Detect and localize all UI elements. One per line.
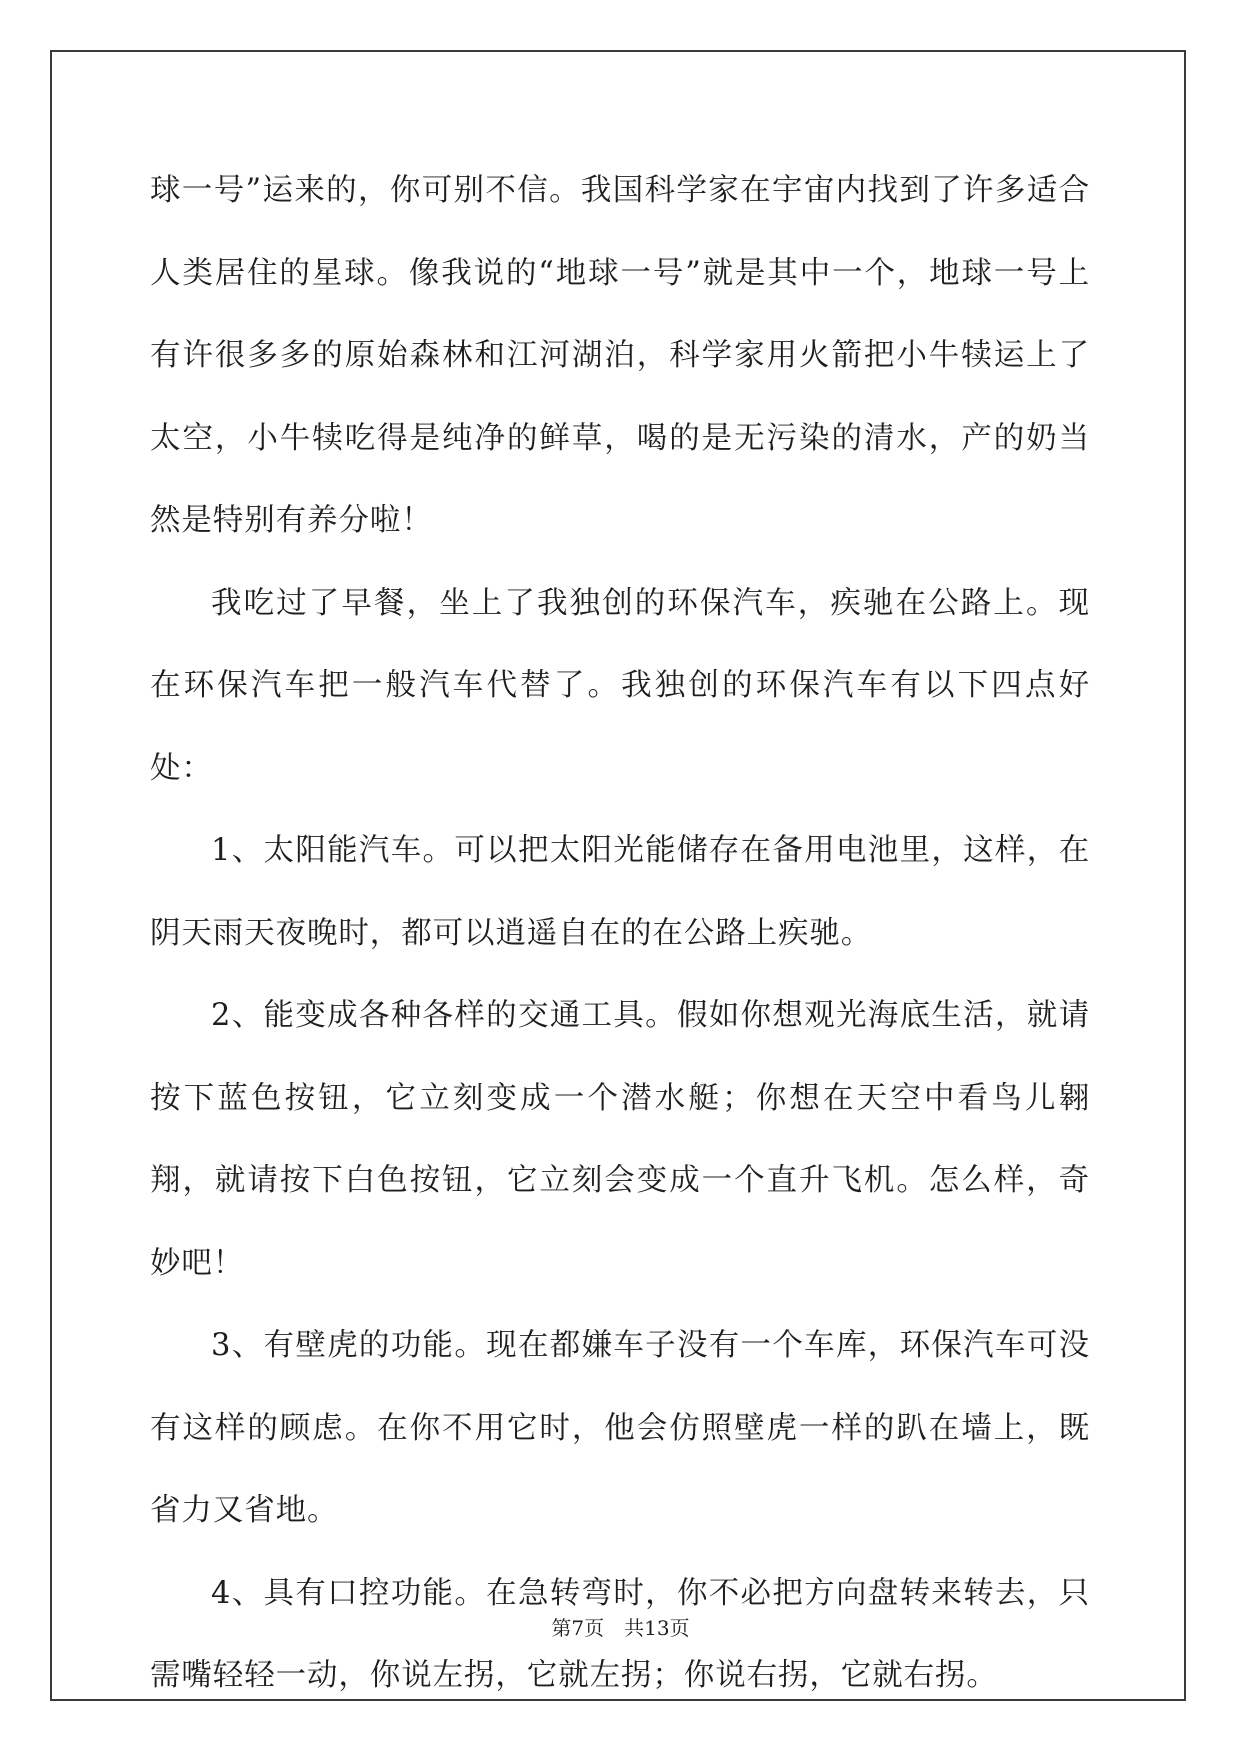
paragraph-point-1: 1、太阳能汽车。可以把太阳光能储存在备用电池里，这样，在阴天雨天夜晚时，都可以逍遥自在的在公路上疾驰。 [150, 833, 1090, 951]
paragraph-continued: 球一号”运来的，你可别不信。我国科学家在宇宙内找到了许多适合人类居住的星球。像我说的“地球一号”就是其中一个，地球一号上有许很多多的原始森林和江河湖泊，科学家用火箭把小牛犊运上了太空，小牛犊吃得是纯净的鲜草，喝的是无污染的清水，产的奶当然是特别有养分啦！ [150, 173, 1090, 538]
document-body [150, 150, 1090, 1718]
paragraph-eco-car-intro: 我吃过了早餐，坐上了我独创的环保汽车，疾驰在公路上。现在环保汽车把一般汽车代替了。我独创的环保汽车有以下四点好处： [150, 585, 1090, 786]
paragraph-point-2: 2、能变成各种各样的交通工具。假如你想观光海底生活，就请按下蓝色按钮，它立刻变成一个潜水艇；你想在天空中看鸟儿翱翔，就请按下白色按钮，它立刻会变成一个直升飞机。怎么样，奇妙吧！ [150, 998, 1090, 1281]
paragraph-point-4: 4、具有口控功能。在急转弯时，你不必把方向盘转来转去，只需嘴轻轻一动，你说左拐，它就左拐；你说右拐，它就右拐。 [150, 1575, 1090, 1693]
page-number-footer: 第7页 共13页 [551, 1616, 690, 1640]
paragraph-point-3: 3、有壁虎的功能。现在都嫌车子没有一个车库，环保汽车可没有这样的顾虑。在你不用它时，他会仿照壁虎一样的趴在墙上，既省力又省地。 [150, 1328, 1090, 1528]
